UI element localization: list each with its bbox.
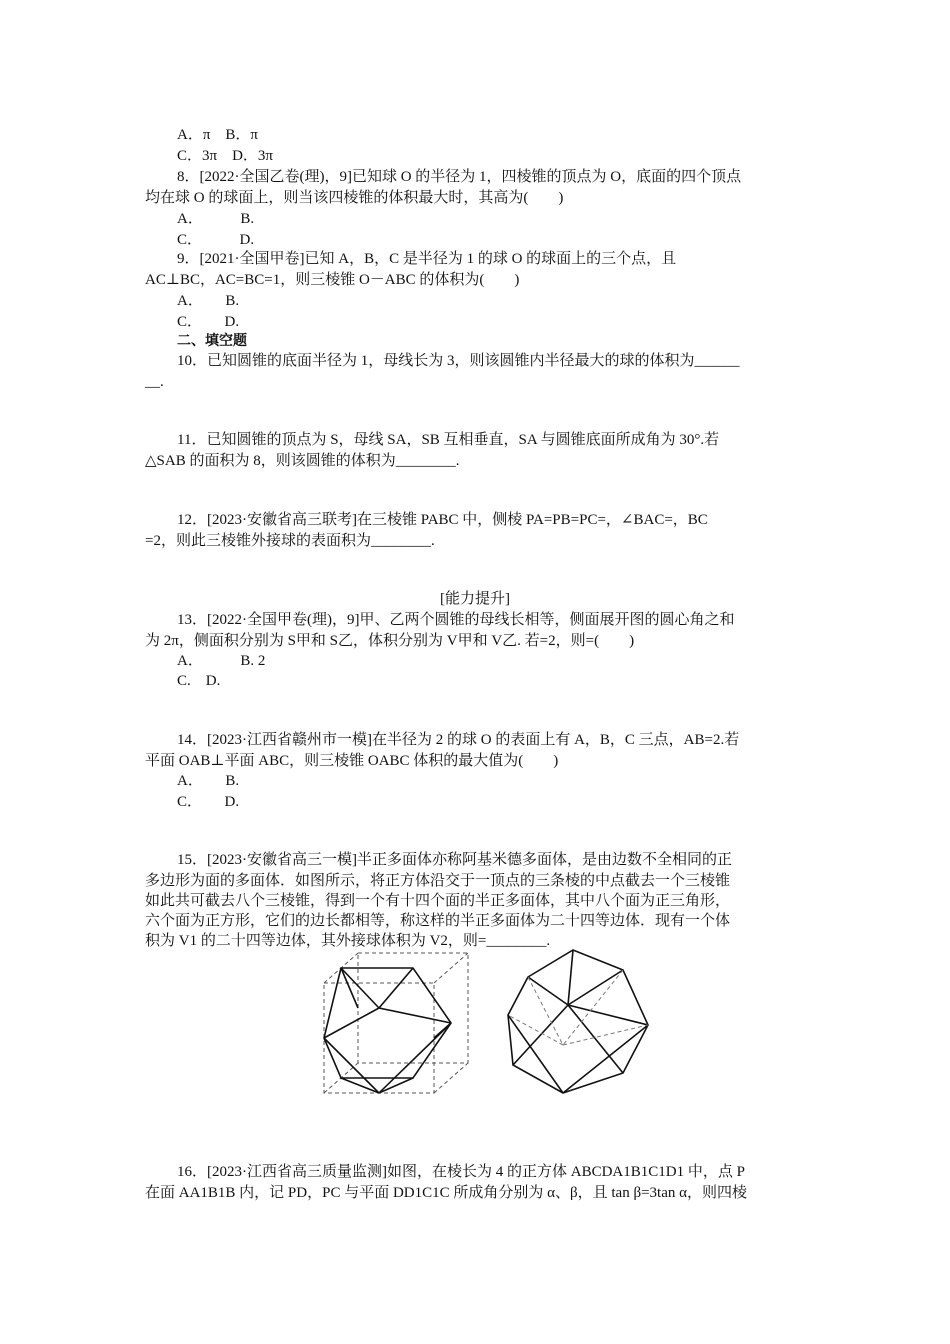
polyhedron-figure bbox=[318, 945, 668, 1095]
q15-stem-line3: 如此共可截去八个三棱锥，得到一个有十四个面的半正多面体，其中八个面为正三角形， bbox=[145, 893, 731, 909]
q14-options-ab: A． B. bbox=[177, 773, 240, 789]
q15-stem-line5: 积为 V1 的二十四等边体，其外接球体积为 V2，则=________. bbox=[145, 933, 551, 949]
q7-options-cd: C．3π D．3π bbox=[177, 148, 273, 164]
q10-stem-line2: __. bbox=[145, 374, 164, 390]
q9-options-cd: C． D. bbox=[177, 314, 240, 330]
q7-options-ab: A．π B．π bbox=[177, 127, 258, 143]
q11-stem-line1: 11．已知圆锥的顶点为 S，母线 SA，SB 互相垂直，SA 与圆锥底面所成角为 30°.若 bbox=[177, 432, 720, 448]
q9-stem-line2: AC⊥BC，AC=BC=1，则三棱锥 O－ABC 的体积为( ) bbox=[145, 272, 520, 288]
q16-stem-line1: 16．[2023·江西省高三质量监测]如图，在棱长为 4 的正方体 ABCDA1B1C1D1 中，点 P bbox=[177, 1164, 745, 1180]
q12-stem-line1: 12．[2023·安徽省高三联考]在三棱锥 PABC 中，侧棱 PA=PB=PC=，∠BAC=，BC bbox=[177, 512, 708, 528]
q8-stem-line1: 8．[2022·全国乙卷(理)，9]已知球 O 的半径为 1，四棱锥的顶点为 O，底面的四个顶点 bbox=[177, 169, 742, 185]
q14-options-cd: C． D. bbox=[177, 794, 240, 810]
section-fill-blank-heading: 二、填空题 bbox=[177, 333, 247, 349]
cuboctahedron-left bbox=[324, 968, 451, 1093]
q8-options-ab: A． B. bbox=[177, 211, 255, 227]
q15-stem-line2: 多边形为面的多面体．如图所示，将正方体沿交于一顶点的三条棱的中点截去一个三棱锥 bbox=[145, 873, 731, 889]
q13-options-cd: C. D. bbox=[177, 673, 221, 689]
q8-stem-line2: 均在球 O 的球面上，则当该四棱锥的体积最大时，其高为( ) bbox=[145, 190, 564, 206]
q15-stem-line1: 15．[2023·安徽省高三一模]半正多面体亦称阿基米德多面体，是由边数不全相同的正 bbox=[177, 852, 732, 868]
q9-options-ab: A． B. bbox=[177, 293, 240, 309]
cuboctahedron-right bbox=[508, 950, 648, 1093]
q14-stem-line1: 14．[2023·江西省赣州市一模]在半径为 2 的球 O 的表面上有 A，B，C 三点，AB=2.若 bbox=[177, 732, 740, 748]
q13-stem-line1: 13．[2022·全国甲卷(理)，9]甲、乙两个圆锥的母线长相等，侧面展开图的圆心角之和 bbox=[177, 612, 735, 628]
q9-stem-line1: 9．[2021·全国甲卷]已知 A，B，C 是半径为 1 的球 O 的球面上的三个点，且 bbox=[177, 251, 677, 267]
q14-stem-line2: 平面 OAB⊥平面 ABC，则三棱锥 OABC 体积的最大值为( ) bbox=[145, 753, 559, 769]
q15-stem-line4: 六个面为正方形，它们的边长都相等，称这样的半正多面体为二十四等边体．现有一个体 bbox=[145, 913, 731, 929]
q16-stem-line2: 在面 AA1B1B 内，记 PD，PC 与平面 DD1C1C 所成角分别为 α、β，且 tan β=3tan α，则四棱 bbox=[145, 1185, 747, 1201]
q13-options-ab: A． B. 2 bbox=[177, 653, 266, 669]
q13-stem-line2: 为 2π，侧面积分别为 S甲和 S乙，体积分别为 V甲和 V乙. 若=2，则=( ) bbox=[145, 633, 635, 649]
q8-options-cd: C． D. bbox=[177, 232, 255, 248]
q11-stem-line2: △SAB 的面积为 8，则该圆锥的体积为________. bbox=[145, 453, 460, 469]
section-ability-heading: [能力提升] bbox=[440, 591, 510, 607]
q10-stem-line1: 10．已知圆锥的底面半径为 1，母线长为 3，则该圆锥内半径最大的球的体积为______ bbox=[177, 353, 740, 369]
q12-stem-line2: =2，则此三棱锥外接球的表面积为________. bbox=[145, 533, 435, 549]
